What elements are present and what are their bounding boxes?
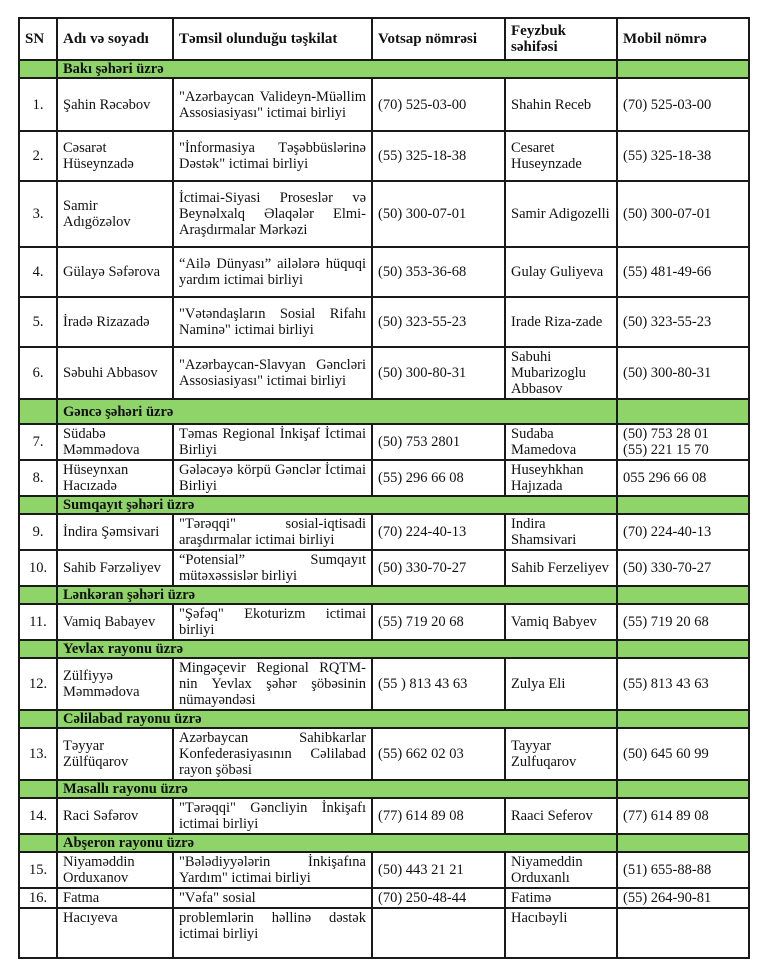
organization: "Vəfa" sosial	[173, 888, 372, 908]
section-title: Bakı şəhəri üzrə	[57, 60, 617, 78]
whatsapp-number	[372, 908, 505, 958]
table-row	[19, 908, 749, 958]
mobile-number: (77) 614 89 08	[617, 798, 749, 834]
whatsapp-number: (50) 753 2801	[372, 424, 505, 460]
mobile-number: (70) 525-03-00	[617, 78, 749, 131]
table-row	[19, 297, 749, 347]
organization: Təmas Regional İnkişaf İctimai Birliyi	[173, 424, 372, 460]
organization: Mingəçevir Regional RQTM-nin Yevlax şəhər şöbəsinin nümayəndəsi	[173, 658, 372, 710]
facebook-page: Huseyhkhan Hajızada	[505, 460, 617, 496]
person-name: Sahib Fərzəliyev	[57, 550, 173, 586]
facebook-page: Hacıbəyli	[505, 908, 617, 958]
whatsapp-number: (70) 525-03-00	[372, 78, 505, 131]
section-title: Yevlax rayonu üzrə	[57, 640, 617, 658]
facebook-page: Vamiq Babyev	[505, 604, 617, 640]
section-title: Gəncə şəhəri üzrə	[57, 399, 617, 424]
row-number: 6.	[19, 347, 57, 399]
facebook-page: Sabuhi Mubarizoglu Abbasov	[505, 347, 617, 399]
table-row	[19, 424, 749, 460]
mobile-number: (55) 719 20 68	[617, 604, 749, 640]
section-blank-cell	[19, 834, 57, 852]
section-blank-cell	[19, 496, 57, 514]
header-name: Adı və soyadı	[57, 18, 173, 60]
table-row	[19, 514, 749, 550]
organization: "Şəfəq" Ekoturizm ictimai birliyi	[173, 604, 372, 640]
whatsapp-number: (50) 300-80-31	[372, 347, 505, 399]
section-row	[19, 780, 749, 798]
table-row	[19, 658, 749, 710]
section-row	[19, 496, 749, 514]
header-facebook: Feyzbuk səhifəsi	[505, 18, 617, 60]
organization: Azərbaycan Sahibkarlar Konfederasiyasının Cəlilabad rayon şöbəsi	[173, 728, 372, 780]
section-blank-cell	[19, 780, 57, 798]
mobile-number	[617, 908, 749, 958]
facebook-page: Sudaba Mamedova	[505, 424, 617, 460]
table-row	[19, 550, 749, 586]
mobile-number: (70) 224-40-13	[617, 514, 749, 550]
facebook-page: Indira Shamsivari	[505, 514, 617, 550]
row-number: 14.	[19, 798, 57, 834]
person-name: Şahin Rəcəbov	[57, 78, 173, 131]
section-blank-cell	[617, 60, 749, 78]
whatsapp-number: (50) 443 21 21	[372, 852, 505, 888]
facebook-page: Zulya Eli	[505, 658, 617, 710]
person-name: Zülfiyyə Məmmədova	[57, 658, 173, 710]
row-number: 12.	[19, 658, 57, 710]
organization: "İnformasiya Təşəbbüslərinə Dəstək" ictimai birliyi	[173, 131, 372, 181]
section-row	[19, 834, 749, 852]
facebook-page: Cesaret Huseynzade	[505, 131, 617, 181]
organization: "Azərbaycan-Slavyan Gəncləri Assosiasiyası" ictimai birliyi	[173, 347, 372, 399]
row-number: 11.	[19, 604, 57, 640]
facebook-page: Gulay Guliyeva	[505, 247, 617, 297]
row-number	[19, 908, 57, 958]
contacts-table	[18, 17, 750, 959]
person-name: Gülayə Səfərova	[57, 247, 173, 297]
whatsapp-number: (50) 353-36-68	[372, 247, 505, 297]
person-name: Hüseynxan Hacızadə	[57, 460, 173, 496]
table-row	[19, 798, 749, 834]
whatsapp-number: (50) 330-70-27	[372, 550, 505, 586]
table-row	[19, 181, 749, 247]
mobile-number	[617, 424, 749, 460]
section-title: Masallı rayonu üzrə	[57, 780, 617, 798]
whatsapp-number: (55) 296 66 08	[372, 460, 505, 496]
section-blank-cell	[19, 399, 57, 424]
table-row	[19, 247, 749, 297]
person-name: Vamiq Babayev	[57, 604, 173, 640]
person-name: Samir Adıgözəlov	[57, 181, 173, 247]
section-blank-cell	[617, 640, 749, 658]
row-number: 15.	[19, 852, 57, 888]
section-row	[19, 399, 749, 424]
organization: "Tərəqqi" sosial-iqtisadi araşdırmalar ictimai birliyi	[173, 514, 372, 550]
mobile-number-primary: (50) 753 28 01	[623, 426, 709, 442]
section-blank-cell	[617, 834, 749, 852]
mobile-number: (55) 325-18-38	[617, 131, 749, 181]
mobile-number: (55) 481-49-66	[617, 247, 749, 297]
facebook-page: Raaci Seferov	[505, 798, 617, 834]
table-row	[19, 131, 749, 181]
person-name: Raci Səfərov	[57, 798, 173, 834]
organization: "Tərəqqi" Gəncliyin İnkişafı ictimai birliyi	[173, 798, 372, 834]
section-blank-cell	[617, 586, 749, 604]
facebook-page: Samir Adigozelli	[505, 181, 617, 247]
header-sn: SN	[19, 18, 57, 60]
section-blank-cell	[19, 640, 57, 658]
mobile-number: (55) 813 43 63	[617, 658, 749, 710]
table-row	[19, 78, 749, 131]
section-blank-cell	[617, 710, 749, 728]
mobile-number: (50) 300-07-01	[617, 181, 749, 247]
row-number: 2.	[19, 131, 57, 181]
section-title: Abşeron rayonu üzrə	[57, 834, 617, 852]
row-number: 8.	[19, 460, 57, 496]
table-row	[19, 460, 749, 496]
row-number: 10.	[19, 550, 57, 586]
whatsapp-number: (70) 224-40-13	[372, 514, 505, 550]
row-number: 9.	[19, 514, 57, 550]
whatsapp-number: (55 ) 813 43 63	[372, 658, 505, 710]
header-org: Təmsil olunduğu təşkilat	[173, 18, 372, 60]
person-name: İradə Rizazadə	[57, 297, 173, 347]
person-name: Fatma	[57, 888, 173, 908]
section-row	[19, 60, 749, 78]
facebook-page: Tayyar Zulfuqarov	[505, 728, 617, 780]
organization: “Potensial” Sumqayıt mütəxəssislər birliyi	[173, 550, 372, 586]
section-title: Cəlilabad rayonu üzrə	[57, 710, 617, 728]
facebook-page: Shahin Receb	[505, 78, 617, 131]
row-number: 16.	[19, 888, 57, 908]
mobile-number: 055 296 66 08	[617, 460, 749, 496]
organization: "Azərbaycan Valideyn-Müəllim Assosiasiyası" ictimai birliyi	[173, 78, 372, 131]
organization: problemlərin həllinə dəstək ictimai birliyi	[173, 908, 372, 958]
person-name: Niyaməddin Orduxanov	[57, 852, 173, 888]
mobile-number: (55) 264-90-81	[617, 888, 749, 908]
section-blank-cell	[19, 586, 57, 604]
whatsapp-number: (55) 719 20 68	[372, 604, 505, 640]
whatsapp-number: (70) 250-48-44	[372, 888, 505, 908]
person-name: Təyyar Zülfüqarov	[57, 728, 173, 780]
mobile-number: (50) 330-70-27	[617, 550, 749, 586]
row-number: 1.	[19, 78, 57, 131]
table-row	[19, 852, 749, 888]
section-blank-cell	[617, 399, 749, 424]
mobile-number: (50) 323-55-23	[617, 297, 749, 347]
mobile-number-secondary: (55) 221 15 70	[623, 442, 709, 458]
row-number: 3.	[19, 181, 57, 247]
facebook-page: Irade Riza-zade	[505, 297, 617, 347]
facebook-page: Niyameddin Orduxanlı	[505, 852, 617, 888]
row-number: 4.	[19, 247, 57, 297]
section-blank-cell	[19, 710, 57, 728]
section-blank-cell	[617, 496, 749, 514]
table-row	[19, 728, 749, 780]
organization: Gələcəyə körpü Gənclər İctimai Birliyi	[173, 460, 372, 496]
organization: "Bələdiyyələrin İnkişafına Yardım" ictimai birliyi	[173, 852, 372, 888]
section-row	[19, 710, 749, 728]
whatsapp-number: (77) 614 89 08	[372, 798, 505, 834]
whatsapp-number: (50) 323-55-23	[372, 297, 505, 347]
facebook-page: Fatimə	[505, 888, 617, 908]
table-row	[19, 604, 749, 640]
person-name: Səbuhi Abbasov	[57, 347, 173, 399]
mobile-number: (50) 300-80-31	[617, 347, 749, 399]
row-number: 7.	[19, 424, 57, 460]
row-number: 13.	[19, 728, 57, 780]
person-name: İndira Şəmsivari	[57, 514, 173, 550]
mobile-number: (51) 655-88-88	[617, 852, 749, 888]
person-name: Hacıyeva	[57, 908, 173, 958]
section-row	[19, 586, 749, 604]
header-mobile: Mobil nömrə	[617, 18, 749, 60]
organization: İctimai-Siyasi Proseslər və Beynəlxalq Əlaqələr Elmi-Araşdırmalar Mərkəzi	[173, 181, 372, 247]
organization: “Ailə Dünyası” ailələrə hüquqi yardım ictimai birliyi	[173, 247, 372, 297]
whatsapp-number: (55) 662 02 03	[372, 728, 505, 780]
mobile-number: (50) 645 60 99	[617, 728, 749, 780]
section-blank-cell	[617, 780, 749, 798]
section-title: Lənkəran şəhəri üzrə	[57, 586, 617, 604]
header-row	[19, 18, 749, 60]
header-whatsapp: Votsap nömrəsi	[372, 18, 505, 60]
table-row	[19, 347, 749, 399]
section-title: Sumqayıt şəhəri üzrə	[57, 496, 617, 514]
person-name: Südabə Məmmədova	[57, 424, 173, 460]
whatsapp-number: (50) 300-07-01	[372, 181, 505, 247]
table-row	[19, 888, 749, 908]
section-row	[19, 640, 749, 658]
row-number: 5.	[19, 297, 57, 347]
person-name: Cəsarət Hüseynzadə	[57, 131, 173, 181]
facebook-page: Sahib Ferzeliyev	[505, 550, 617, 586]
whatsapp-number: (55) 325-18-38	[372, 131, 505, 181]
section-blank-cell	[19, 60, 57, 78]
organization: "Vətəndaşların Sosial Rifahı Naminə" ictimai birliyi	[173, 297, 372, 347]
